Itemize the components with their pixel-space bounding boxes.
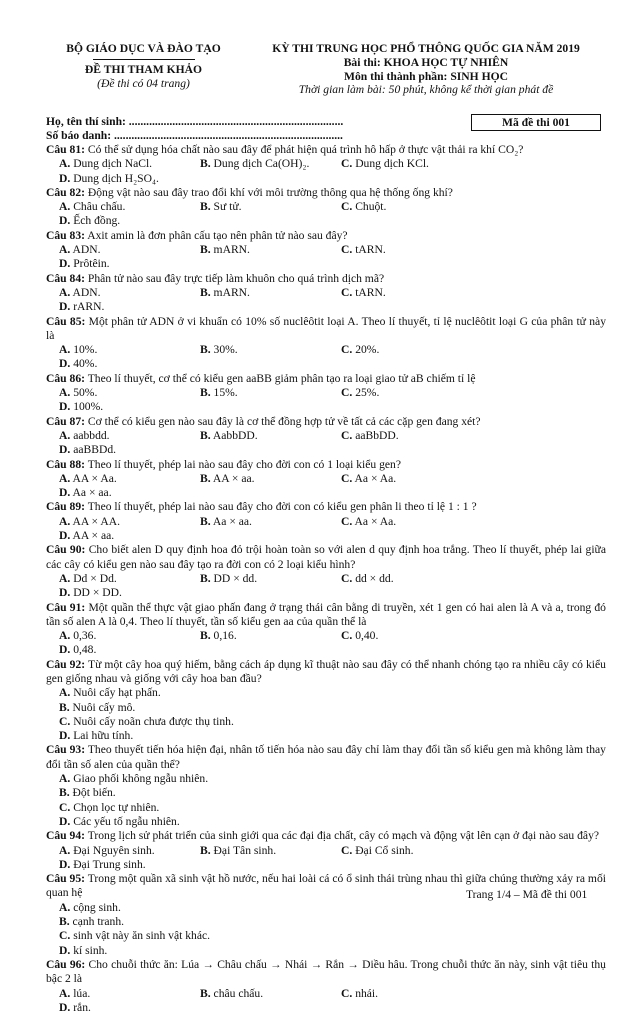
option-text: 0,36.: [73, 629, 97, 643]
option-text: 15%.: [213, 386, 238, 400]
option-text: Aa × Aa.: [354, 514, 397, 528]
option-text: 0,40.: [355, 629, 379, 643]
question-number: Câu 92:: [46, 657, 86, 671]
option-key: A.: [59, 571, 71, 585]
option-text: 20%.: [355, 343, 380, 357]
question-number: Câu 93:: [46, 743, 86, 757]
question-number: Câu 81:: [46, 143, 85, 156]
option-text: cộng sinh.: [73, 900, 121, 914]
question-stem: [46, 743, 606, 772]
option-key: B.: [200, 843, 211, 857]
option-text: 25%.: [355, 386, 380, 400]
option-key: B.: [200, 386, 211, 400]
question-number: Câu 94:: [46, 829, 85, 843]
answer-option: [341, 200, 482, 214]
option-text: Đại Trung sinh.: [73, 857, 146, 871]
time-note: Thời gian làm bài: 50 phút, không kể thời gian phát đề: [298, 83, 554, 97]
option-text: Nuôi cấy noãn chưa được thụ tinh.: [73, 714, 234, 728]
answer-options: [46, 844, 606, 873]
option-key: B.: [200, 986, 211, 1000]
option-key: B.: [200, 285, 211, 299]
option-key: C.: [341, 514, 353, 528]
answer-option: [59, 529, 200, 543]
answer-option: [200, 343, 341, 357]
option-text: Nuôi cấy mô.: [72, 700, 136, 714]
answer-option: [59, 172, 200, 186]
option-text: nhái.: [355, 986, 379, 1000]
answer-option: [59, 944, 341, 958]
option-text: Đại Nguyên sinh.: [73, 843, 155, 857]
answer-option: [200, 429, 341, 443]
question-text: Trong một quần xã sinh vật hồ nước, nếu hai loài cá có ổ sinh thái trùng nhau thì giữa chúng thường xảy ra mối quan hệ: [46, 872, 606, 900]
answer-options: [46, 987, 606, 1015]
option-key: D.: [59, 300, 71, 314]
option-key: D.: [59, 214, 71, 228]
option-key: A.: [59, 843, 71, 857]
option-key: A.: [59, 285, 71, 299]
question-text: Theo thuyết tiến hóa hiện đại, nhân tố tiến hóa nào sau đây chỉ làm thay đổi tần số kiểu gen mà không làm thay đổi tần số alen của quần thể?: [46, 743, 606, 771]
option-text: Prôtêin.: [73, 257, 110, 271]
question-stem: [46, 372, 606, 386]
answer-option: [59, 429, 200, 443]
answer-option: [59, 257, 200, 271]
question-stem: [46, 315, 606, 344]
question-text: Theo lí thuyết, phép lai nào sau đây cho đời con có 1 loại kiểu gen?: [87, 457, 401, 471]
option-text: 100%.: [73, 400, 104, 414]
answer-option: [59, 157, 200, 171]
option-key: A.: [59, 157, 71, 171]
answer-option: [59, 929, 341, 943]
answer-options: [46, 772, 606, 829]
candidate-info: [46, 115, 606, 143]
question-item: [46, 272, 606, 315]
answer-option: [200, 987, 341, 1001]
answer-option: [200, 157, 341, 171]
question-stem: [46, 658, 606, 687]
option-text: AA × aa.: [212, 471, 255, 485]
header-right: [246, 42, 606, 97]
option-text: Dung dịch KCl.: [355, 157, 429, 171]
answer-option: [59, 586, 200, 600]
answer-option: [200, 386, 341, 400]
question-item: [46, 458, 606, 501]
option-text: Aa × aa.: [72, 486, 112, 500]
option-key: A.: [59, 386, 71, 400]
answer-option: [59, 772, 341, 786]
option-key: B.: [200, 571, 211, 585]
option-text: 0,48.: [73, 643, 97, 657]
option-key: D.: [59, 529, 71, 543]
option-text: 50%.: [73, 386, 98, 400]
option-text: DD × DD.: [73, 586, 122, 600]
option-key: A.: [59, 772, 71, 786]
answer-option: [59, 858, 200, 872]
option-key: C.: [341, 986, 353, 1000]
option-text: AA × AA.: [72, 514, 120, 528]
answer-options: [46, 472, 606, 501]
question-text: Cơ thể có kiểu gen nào sau đây là cơ thể đồng hợp tử về tất cả các cặp gen đang xét?: [87, 414, 481, 428]
answer-option: [59, 243, 200, 257]
question-number: Câu 95:: [46, 872, 86, 886]
question-number: Câu 88:: [46, 457, 85, 471]
option-key: A.: [59, 428, 71, 442]
option-text: 30%.: [213, 343, 238, 357]
answer-option: [59, 686, 341, 700]
exam-header: [46, 42, 606, 110]
answer-option: [341, 286, 482, 300]
question-number: Câu 85:: [46, 314, 86, 328]
answer-options: [46, 200, 606, 229]
option-key: C.: [341, 343, 353, 357]
answer-option: [341, 472, 482, 486]
option-key: B.: [200, 343, 211, 357]
question-stem: [46, 958, 606, 987]
question-number: Câu 83:: [46, 228, 85, 242]
option-text: Sư tử.: [213, 200, 242, 214]
option-text: Dung dịch NaCl.: [73, 157, 153, 171]
question-number: Câu 84:: [46, 271, 85, 285]
option-key: D.: [59, 1000, 71, 1014]
answer-options: [46, 243, 606, 272]
question-number: Câu 89:: [46, 500, 85, 514]
ministry-name: BỘ GIÁO DỤC VÀ ĐÀO TẠO: [66, 42, 221, 55]
option-text: rARN.: [73, 300, 105, 314]
option-text: DD × dd.: [213, 571, 258, 585]
answer-option: [59, 515, 200, 529]
question-number: Câu 91:: [46, 600, 86, 614]
question-text: Phân tử nào sau đây trực tiếp làm khuôn cho quá trình dịch mã?: [87, 271, 385, 285]
question-number: Câu 90:: [46, 543, 86, 557]
question-number: Câu 82:: [46, 185, 85, 199]
answer-options: [46, 429, 606, 458]
question-item: [46, 543, 606, 600]
option-text: Aa × aa.: [212, 514, 252, 528]
answer-option: [59, 1001, 200, 1015]
exam-code-box: Mã đề thi 001: [471, 114, 601, 131]
option-key: A.: [59, 686, 71, 700]
question-item: [46, 658, 606, 744]
answer-option: [59, 901, 341, 915]
option-text: Aa × Aa.: [354, 471, 397, 485]
ministry-underline: [93, 59, 195, 60]
option-key: C.: [341, 471, 353, 485]
option-text: tARN.: [355, 285, 386, 299]
option-text: tARN.: [355, 243, 386, 257]
option-text: 10%.: [73, 343, 98, 357]
question-item: [46, 372, 606, 415]
question-item: [46, 500, 606, 543]
option-key: C.: [341, 200, 353, 214]
option-key: C.: [341, 285, 353, 299]
answer-option: [59, 200, 200, 214]
option-text: AA × aa.: [72, 529, 115, 543]
answer-option: [59, 815, 341, 829]
page-footer: Trang 1/4 – Mã đề thi 001: [466, 888, 588, 901]
answer-option: [341, 343, 482, 357]
answer-option: [59, 915, 341, 929]
answer-options: [46, 572, 606, 601]
question-stem: [46, 543, 606, 572]
question-number: Câu 96:: [46, 957, 86, 971]
answer-option: [200, 572, 341, 586]
answer-option: [59, 786, 341, 800]
question-stem: [46, 415, 606, 429]
option-key: C.: [341, 386, 353, 400]
option-text: rắn.: [73, 1000, 91, 1014]
answer-option: [59, 844, 200, 858]
option-key: A.: [59, 900, 71, 914]
question-text: Cho biết alen D quy định hoa đỏ trội hoàn toàn so với alen d quy định hoa trắng. Theo lí thuyết, phép lai giữa các cây có kiểu gen nào sau đây tạo ra đời con có 2 loại kiểu hình?: [46, 543, 606, 571]
option-key: D.: [59, 586, 71, 600]
option-text: Dd × Dd.: [73, 571, 117, 585]
question-stem: [46, 186, 606, 200]
option-text: Các yếu tố ngẫu nhiên.: [73, 814, 180, 828]
answer-option: [59, 357, 200, 371]
question-text: Một quần thể thực vật giao phấn đang ở trạng thái cân bằng di truyền, xét 1 gen có hai alen là A và a, trong đó tần số alen A là 0,4. Theo lí thuyết, tần số kiểu gen aa của quần thể là: [46, 600, 606, 628]
question-item: [46, 743, 606, 829]
answer-option: [341, 515, 482, 529]
question-list: [46, 143, 606, 1015]
option-text: Đột biến.: [72, 786, 116, 800]
answer-option: [341, 243, 482, 257]
question-stem: [46, 829, 606, 843]
option-text: Giao phối không ngẫu nhiên.: [73, 772, 209, 786]
option-key: D.: [59, 486, 71, 500]
question-stem: [46, 229, 606, 243]
answer-option: [59, 987, 200, 1001]
candidate-name-line: Họ, tên thí sinh: ..........................................................................: [46, 115, 344, 128]
option-key: C.: [341, 843, 353, 857]
question-item: [46, 601, 606, 658]
answer-option: [200, 243, 341, 257]
option-key: A.: [59, 471, 71, 485]
option-key: C.: [59, 800, 71, 814]
test-name: Bài thi: KHOA HỌC TỰ NHIÊN: [343, 55, 509, 69]
question-stem: [46, 458, 606, 472]
option-text: aaBbDD.: [355, 428, 399, 442]
option-key: A.: [59, 243, 71, 257]
option-key: D.: [59, 257, 71, 271]
answer-options: [46, 629, 606, 658]
option-key: A.: [59, 986, 71, 1000]
option-text: 40%.: [73, 357, 98, 371]
answer-option: [59, 300, 200, 314]
answer-option: [341, 157, 482, 171]
answer-option: [341, 572, 482, 586]
answer-option: [59, 801, 341, 815]
option-text: Nuôi cấy hạt phấn.: [73, 686, 161, 700]
question-text: Một phân tử ADN ở vi khuẩn có 10% số nuclêôtit loại A. Theo lí thuyết, tỉ lệ nuclêôtit loại G của phân tử này là: [46, 314, 606, 342]
option-key: D.: [59, 357, 71, 371]
answer-option: [59, 629, 200, 643]
exam-type: ĐỀ THI THAM KHẢO: [84, 62, 203, 76]
option-key: C.: [341, 157, 353, 171]
option-key: C.: [341, 571, 353, 585]
question-item: [46, 315, 606, 372]
option-text: mARN.: [213, 285, 250, 299]
question-item: [46, 143, 606, 186]
option-key: B.: [200, 514, 211, 528]
option-key: B.: [59, 786, 70, 800]
question-text: Có thể sử dụng hóa chất nào sau đây để phát hiện quá trình hô hấp ở thực vật thải ra khí CO₂?: [87, 143, 524, 156]
answer-option: [200, 200, 341, 214]
question-item: [46, 415, 606, 458]
option-key: B.: [59, 915, 70, 929]
exam-title: KỲ THI TRUNG HỌC PHỔ THÔNG QUỐC GIA NĂM 2019: [272, 42, 580, 55]
question-stem: [46, 601, 606, 630]
option-key: B.: [59, 700, 70, 714]
option-text: ADN.: [72, 285, 101, 299]
answer-options: [46, 343, 606, 372]
question-item: [46, 229, 606, 272]
option-key: D.: [59, 943, 71, 957]
option-key: C.: [59, 929, 71, 943]
option-text: Chuột.: [355, 200, 387, 214]
question-number: Câu 87:: [46, 414, 85, 428]
option-key: A.: [59, 514, 71, 528]
answer-options: [46, 515, 606, 544]
option-text: aabbdd.: [73, 428, 110, 442]
option-text: Lai hữu tính.: [73, 729, 134, 743]
answer-options: [46, 157, 606, 186]
option-key: D.: [59, 729, 71, 743]
answer-option: [59, 386, 200, 400]
question-item: [46, 872, 606, 958]
question-item: [46, 829, 606, 872]
answer-option: [59, 343, 200, 357]
pages-note: (Đề thi có 04 trang): [97, 76, 190, 90]
answer-option: [59, 486, 200, 500]
option-text: ADN.: [72, 243, 101, 257]
answer-option: [59, 214, 200, 228]
option-text: Chọn lọc tự nhiên.: [73, 800, 160, 814]
option-text: AabbDD.: [212, 428, 258, 442]
option-key: C.: [341, 428, 353, 442]
option-text: cạnh tranh.: [72, 915, 125, 929]
question-text: Trong lịch sử phát triển của sinh giới qua các đại địa chất, cây có mạch và động vật lên cạn ở đại nào sau đây?: [87, 829, 600, 843]
option-text: AA × Aa.: [72, 471, 117, 485]
option-text: châu chấu.: [213, 986, 264, 1000]
option-text: lúa.: [73, 986, 91, 1000]
answer-option: [59, 400, 200, 414]
option-key: B.: [200, 243, 211, 257]
answer-option: [59, 472, 200, 486]
question-text: Axit amin là đơn phân cấu tạo nên phân tử nào sau đây?: [87, 228, 348, 242]
option-key: B.: [200, 428, 211, 442]
answer-option: [341, 844, 482, 858]
answer-option: [59, 729, 341, 743]
option-key: B.: [200, 471, 211, 485]
option-text: kí sinh.: [73, 943, 108, 957]
question-item: [46, 186, 606, 229]
answer-option: [341, 386, 482, 400]
option-key: D.: [59, 443, 71, 457]
header-left: [46, 42, 241, 90]
question-text: Cho chuỗi thức ăn: Lúa → Châu chấu → Nhái → Rắn → Diều hâu. Trong chuỗi thức ăn này, sinh vật tiêu thụ bậc 2 là: [46, 957, 606, 986]
option-text: mARN.: [213, 243, 250, 257]
answer-option: [59, 443, 200, 457]
answer-option: [341, 987, 482, 1001]
answer-option: [341, 629, 482, 643]
answer-option: [341, 429, 482, 443]
option-key: B.: [200, 629, 211, 643]
option-text: 0,16.: [213, 629, 237, 643]
answer-options: [46, 901, 606, 958]
question-text: Theo lí thuyết, phép lai nào sau đây cho đời con có kiểu gen phân li theo tỉ lệ 1 : 1 ?: [87, 500, 477, 514]
question-text: Theo lí thuyết, cơ thể có kiểu gen aaBB giảm phân tạo ra loại giao tử aB chiếm tỉ lệ: [87, 371, 476, 385]
subject-name: Môn thi thành phần: SINH HỌC: [344, 69, 508, 83]
answer-option: [200, 629, 341, 643]
answer-options: [46, 686, 606, 743]
option-text: Đại Cổ sinh.: [355, 843, 414, 857]
question-text: Từ một cây hoa quý hiếm, bằng cách áp dụng kĩ thuật nào sau đây có thể nhanh chóng tạo ra nhiều cây có kiểu gen giống nhau và giống với cây hoa ban đầu?: [46, 657, 606, 685]
answer-option: [200, 286, 341, 300]
question-stem: [46, 272, 606, 286]
option-text: aaBBDd.: [73, 443, 117, 457]
option-key: C.: [59, 714, 71, 728]
answer-option: [59, 572, 200, 586]
answer-options: [46, 286, 606, 315]
option-key: D.: [59, 643, 71, 657]
option-key: B.: [200, 157, 211, 171]
question-text: Động vật nào sau đây trao đổi khí với môi trường thông qua hệ thống ống khí?: [87, 185, 453, 199]
option-key: D.: [59, 814, 71, 828]
option-key: A.: [59, 343, 71, 357]
question-stem: [46, 143, 606, 157]
answer-option: [200, 472, 341, 486]
answer-option: [200, 844, 341, 858]
option-key: C.: [341, 629, 353, 643]
answer-option: [59, 701, 341, 715]
answer-option: [59, 643, 200, 657]
option-text: Ếch đồng.: [73, 214, 121, 228]
option-text: Đại Tân sinh.: [213, 843, 277, 857]
option-text: Dung dịch Ca(OH)₂.: [213, 157, 310, 171]
option-key: A.: [59, 200, 71, 214]
answer-option: [59, 715, 341, 729]
answer-option: [59, 286, 200, 300]
option-text: Châu chấu.: [73, 200, 126, 214]
option-key: A.: [59, 629, 71, 643]
option-key: D.: [59, 857, 71, 871]
option-text: sinh vật này ăn sinh vật khác.: [73, 929, 211, 943]
option-text: dd × dd.: [355, 571, 394, 585]
option-key: B.: [200, 200, 211, 214]
question-item: [46, 958, 606, 1015]
option-key: D.: [59, 400, 71, 414]
candidate-number-line: Số báo danh: ...............................................................................: [46, 129, 343, 142]
option-text: Dung dịch H₂SO₄.: [73, 171, 159, 185]
option-key: C.: [341, 243, 353, 257]
question-stem: [46, 500, 606, 514]
question-number: Câu 86:: [46, 371, 85, 385]
answer-option: [200, 515, 341, 529]
exam-page: [46, 42, 606, 1015]
answer-options: [46, 386, 606, 415]
option-key: D.: [59, 171, 71, 185]
